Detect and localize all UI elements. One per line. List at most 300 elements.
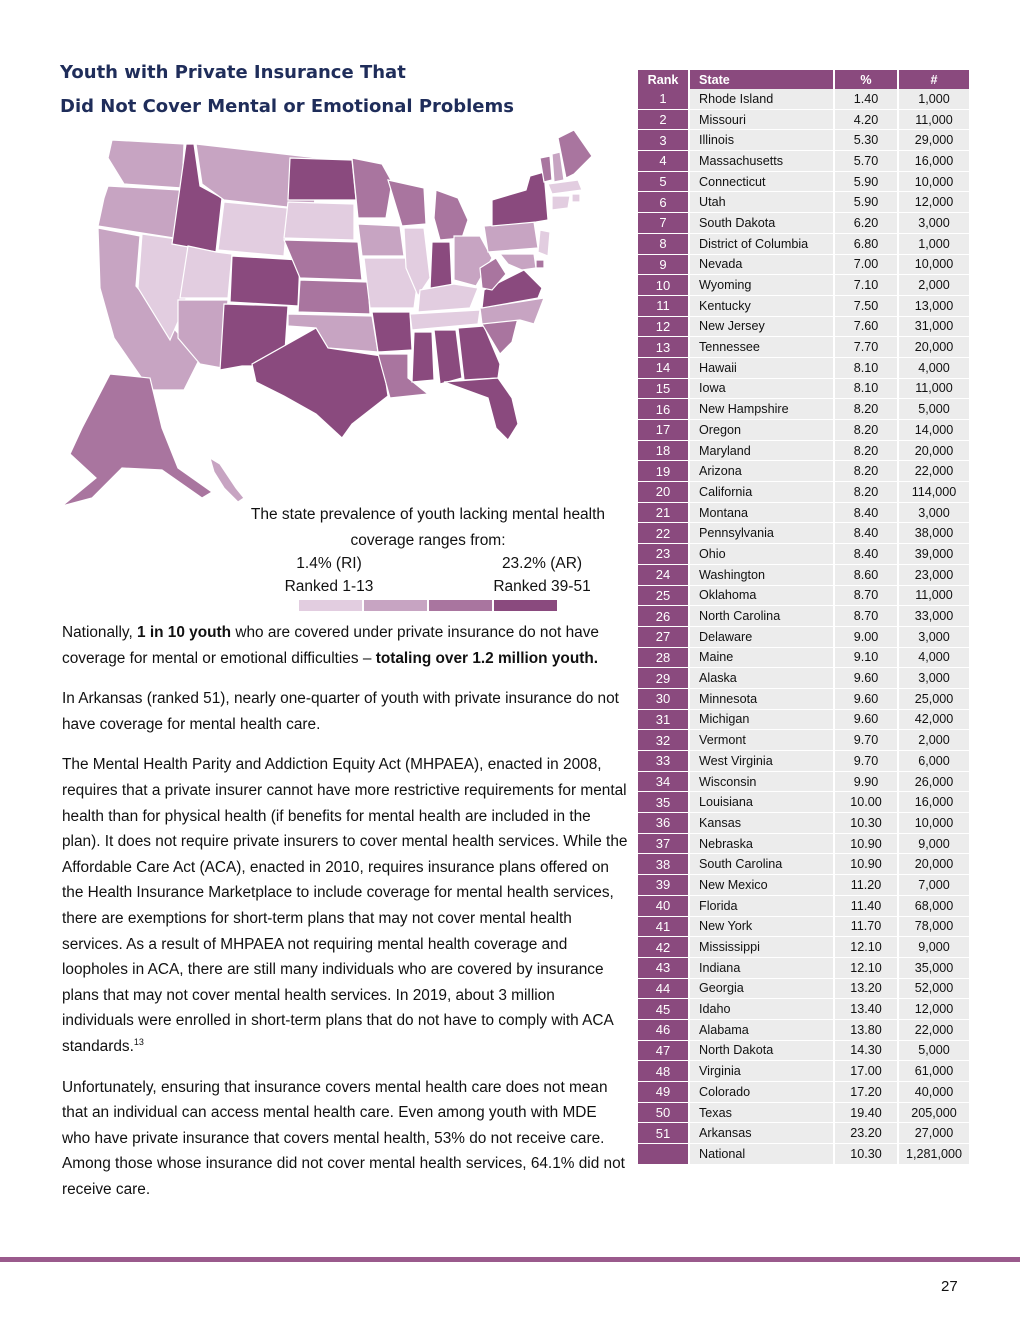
count-cell: 42,000 <box>899 710 971 731</box>
percent-cell: 1.40 <box>835 89 899 110</box>
rank-cell <box>638 1144 690 1165</box>
count-cell: 9,000 <box>899 937 971 958</box>
rank-cell: 22 <box>638 523 690 544</box>
table-row <box>638 1041 971 1062</box>
rank-cell: 20 <box>638 482 690 503</box>
page-title-line-2: Did Not Cover Mental or Emotional Problems <box>60 96 514 117</box>
count-cell: 13,000 <box>899 296 971 317</box>
state-cell: Alaska <box>690 668 835 689</box>
state-cell: Oregon <box>690 420 835 441</box>
state-ny <box>492 172 548 226</box>
count-cell: 4,000 <box>899 648 971 669</box>
count-cell: 3,000 <box>899 668 971 689</box>
range-high-value: 23.2% (AR) <box>501 555 583 572</box>
rank-cell: 6 <box>638 192 690 213</box>
state-ks <box>298 280 370 314</box>
state-ut <box>180 246 232 298</box>
percent-cell: 8.40 <box>835 523 899 544</box>
table-row <box>638 89 971 110</box>
table-row <box>638 627 971 648</box>
table-row <box>638 730 971 751</box>
state-cell: Nevada <box>690 255 835 276</box>
count-cell: 1,000 <box>899 234 971 255</box>
rank-cell: 38 <box>638 854 690 875</box>
percent-cell: 9.00 <box>835 627 899 648</box>
percent-cell: 8.60 <box>835 565 899 586</box>
percent-cell: 5.90 <box>835 192 899 213</box>
rank-cell: 2 <box>638 110 690 131</box>
table-row <box>638 896 971 917</box>
paragraph-arkansas: In Arkansas (ranked 51), nearly one-quarter of youth with private insurance do not have coverage for mental health care. <box>62 690 619 733</box>
state-sd <box>284 202 354 240</box>
rank-cell: 16 <box>638 399 690 420</box>
rank-cell: 10 <box>638 275 690 296</box>
paragraph-access: Unfortunately, ensuring that insurance covers mental health care does not mean that an individual can access mental health care. Even among youth with MDE who have private insurance that covers mental health, 53% do not receive care. Among those whose insurance did not cover mental health services, 64.1% did not receive care. <box>62 1078 625 1198</box>
percent-cell: 17.20 <box>835 1082 899 1103</box>
state-cell: Illinois <box>690 130 835 151</box>
percent-cell: 13.80 <box>835 1020 899 1041</box>
count-cell: 3,000 <box>899 627 971 648</box>
p1-bold-2: totaling over 1.2 million youth. <box>375 649 599 667</box>
table-row <box>638 979 971 1000</box>
table-row <box>638 544 971 565</box>
state-cell: Minnesota <box>690 689 835 710</box>
state-cell: Idaho <box>690 999 835 1020</box>
rank-cell: 51 <box>638 1123 690 1144</box>
state-in <box>430 242 452 290</box>
percent-cell: 13.40 <box>835 999 899 1020</box>
rank-cell: 47 <box>638 1041 690 1062</box>
state-cell: Hawaii <box>690 358 835 379</box>
page-title-line-1: Youth with Private Insurance That <box>60 62 406 83</box>
state-cell: Florida <box>690 896 835 917</box>
rank-cell: 3 <box>638 130 690 151</box>
paragraph-mhpaea <box>62 752 628 1059</box>
table-row <box>638 1061 971 1082</box>
count-cell: 39,000 <box>899 544 971 565</box>
state-cell: Massachusetts <box>690 151 835 172</box>
state-nj <box>538 230 550 256</box>
state-mn <box>352 158 392 218</box>
table-row <box>638 606 971 627</box>
rank-cell: 40 <box>638 896 690 917</box>
rank-cell: 8 <box>638 234 690 255</box>
state-cell: Arkansas <box>690 1123 835 1144</box>
table-row <box>638 772 971 793</box>
rank-cell: 42 <box>638 937 690 958</box>
percent-cell: 5.90 <box>835 172 899 193</box>
rank-cell: 33 <box>638 751 690 772</box>
percent-cell: 9.70 <box>835 751 899 772</box>
rank-cell: 45 <box>638 999 690 1020</box>
table-row-national <box>638 1144 971 1165</box>
percent-cell: 8.40 <box>835 503 899 524</box>
state-cell: New Mexico <box>690 875 835 896</box>
range-low-value: 1.4% (RI) <box>296 555 362 572</box>
percent-cell: 12.10 <box>835 937 899 958</box>
state-cell: Indiana <box>690 958 835 979</box>
table-row <box>638 854 971 875</box>
table-row <box>638 937 971 958</box>
percent-cell: 14.30 <box>835 1041 899 1062</box>
rank-cell: 41 <box>638 917 690 938</box>
table-row <box>638 151 971 172</box>
range-high <box>486 552 598 598</box>
state-cell: Alabama <box>690 1020 835 1041</box>
percent-cell: 9.60 <box>835 710 899 731</box>
rank-cell: 19 <box>638 461 690 482</box>
state-cell: Pennsylvania <box>690 523 835 544</box>
rank-cell: 34 <box>638 772 690 793</box>
state-ct <box>552 196 570 210</box>
state-de <box>536 260 544 268</box>
count-cell: 22,000 <box>899 1020 971 1041</box>
count-cell: 16,000 <box>899 151 971 172</box>
state-cell: Connecticut <box>690 172 835 193</box>
percent-cell: 6.80 <box>835 234 899 255</box>
state-cell: New Hampshire <box>690 399 835 420</box>
count-cell: 20,000 <box>899 854 971 875</box>
range-low <box>262 552 396 598</box>
percent-cell: 23.20 <box>835 1123 899 1144</box>
state-cell: South Dakota <box>690 213 835 234</box>
state-cell: Wisconsin <box>690 772 835 793</box>
percent-cell: 9.60 <box>835 668 899 689</box>
count-cell: 33,000 <box>899 606 971 627</box>
table-row <box>638 399 971 420</box>
state-cell: Colorado <box>690 1082 835 1103</box>
state-al <box>434 330 462 384</box>
state-ar <box>372 312 412 352</box>
state-fl <box>444 378 518 440</box>
state-cell: California <box>690 482 835 503</box>
percent-cell: 12.10 <box>835 958 899 979</box>
state-cell: North Dakota <box>690 1041 835 1062</box>
rank-cell: 18 <box>638 441 690 462</box>
header-state: State <box>690 70 835 89</box>
state-hi <box>210 458 244 502</box>
percent-cell: 9.10 <box>835 648 899 669</box>
count-cell: 22,000 <box>899 461 971 482</box>
state-wi <box>388 180 426 226</box>
state-cell: Wyoming <box>690 275 835 296</box>
count-cell: 3,000 <box>899 503 971 524</box>
body-text <box>62 620 628 1217</box>
p1-text-2: who are covered under private insurance do not have coverage for mental or emotional difficulties – <box>62 624 599 667</box>
count-cell: 10,000 <box>899 813 971 834</box>
table-row <box>638 317 971 338</box>
map-legend <box>299 600 557 611</box>
state-md <box>500 254 536 270</box>
count-cell: 10,000 <box>899 255 971 276</box>
state-cell: Georgia <box>690 979 835 1000</box>
rank-cell: 48 <box>638 1061 690 1082</box>
state-cell: Utah <box>690 192 835 213</box>
percent-cell: 7.50 <box>835 296 899 317</box>
percent-cell: 7.00 <box>835 255 899 276</box>
percent-cell: 5.70 <box>835 151 899 172</box>
p1-bold-1: 1 in 10 youth <box>137 624 232 641</box>
rank-cell: 7 <box>638 213 690 234</box>
count-cell: 2,000 <box>899 730 971 751</box>
percent-cell: 11.70 <box>835 917 899 938</box>
table-row <box>638 110 971 131</box>
count-cell: 29,000 <box>899 130 971 151</box>
count-cell: 16,000 <box>899 792 971 813</box>
ranking-table <box>638 70 971 1165</box>
state-cell: Oklahoma <box>690 586 835 607</box>
table-row <box>638 275 971 296</box>
table-row <box>638 813 971 834</box>
table-row <box>638 296 971 317</box>
state-cell: North Carolina <box>690 606 835 627</box>
table-row <box>638 213 971 234</box>
rank-cell: 15 <box>638 379 690 400</box>
table-row <box>638 503 971 524</box>
count-cell: 26,000 <box>899 772 971 793</box>
state-cell: District of Columbia <box>690 234 835 255</box>
count-cell: 68,000 <box>899 896 971 917</box>
count-cell: 205,000 <box>899 1103 971 1124</box>
table-row <box>638 565 971 586</box>
rank-cell: 1 <box>638 89 690 110</box>
state-ky <box>418 284 478 312</box>
rank-cell: 49 <box>638 1082 690 1103</box>
percent-cell: 10.30 <box>835 1144 899 1165</box>
state-cell: Delaware <box>690 627 835 648</box>
count-cell: 11,000 <box>899 379 971 400</box>
state-ri <box>572 194 580 202</box>
table-row <box>638 668 971 689</box>
footnote-ref: 13 <box>133 1036 144 1047</box>
rank-cell: 13 <box>638 337 690 358</box>
p1-text: Nationally, <box>62 624 137 641</box>
percent-cell: 6.20 <box>835 213 899 234</box>
percent-cell: 8.10 <box>835 358 899 379</box>
table-row <box>638 358 971 379</box>
table-row <box>638 710 971 731</box>
range-low-rank: Ranked 1-13 <box>284 578 374 595</box>
rank-cell: 11 <box>638 296 690 317</box>
table-row <box>638 255 971 276</box>
table-row <box>638 1103 971 1124</box>
percent-cell: 8.20 <box>835 482 899 503</box>
count-cell: 11,000 <box>899 586 971 607</box>
percent-cell: 11.40 <box>835 896 899 917</box>
legend-swatch-4 <box>494 600 557 611</box>
paragraph-national <box>62 620 628 671</box>
table-row <box>638 461 971 482</box>
percent-cell: 17.00 <box>835 1061 899 1082</box>
percent-cell: 10.00 <box>835 792 899 813</box>
state-cell: New Jersey <box>690 317 835 338</box>
percent-cell: 10.90 <box>835 854 899 875</box>
percent-cell: 9.90 <box>835 772 899 793</box>
percent-cell: 8.20 <box>835 420 899 441</box>
state-cell: Nebraska <box>690 834 835 855</box>
rank-cell: 23 <box>638 544 690 565</box>
state-cell: Ohio <box>690 544 835 565</box>
state-cell: Kentucky <box>690 296 835 317</box>
table-row <box>638 834 971 855</box>
rank-cell: 46 <box>638 1020 690 1041</box>
percent-cell: 10.90 <box>835 834 899 855</box>
table-row <box>638 172 971 193</box>
count-cell: 5,000 <box>899 1041 971 1062</box>
percent-cell: 5.30 <box>835 130 899 151</box>
state-cell: New York <box>690 917 835 938</box>
rank-cell: 27 <box>638 627 690 648</box>
percent-cell: 19.40 <box>835 1103 899 1124</box>
count-cell: 11,000 <box>899 110 971 131</box>
state-wy <box>218 202 288 256</box>
state-cell: Arizona <box>690 461 835 482</box>
count-cell: 27,000 <box>899 1123 971 1144</box>
count-cell: 14,000 <box>899 420 971 441</box>
count-cell: 52,000 <box>899 979 971 1000</box>
state-cell: Maryland <box>690 441 835 462</box>
count-cell: 40,000 <box>899 1082 971 1103</box>
state-cell: Vermont <box>690 730 835 751</box>
table-row <box>638 917 971 938</box>
percent-cell: 8.70 <box>835 586 899 607</box>
table-row <box>638 1020 971 1041</box>
percent-cell: 13.20 <box>835 979 899 1000</box>
state-cell: Virginia <box>690 1061 835 1082</box>
percent-cell: 7.70 <box>835 337 899 358</box>
rank-cell: 31 <box>638 710 690 731</box>
percent-cell: 8.20 <box>835 441 899 462</box>
percent-cell: 7.10 <box>835 275 899 296</box>
count-cell: 3,000 <box>899 213 971 234</box>
header-count: # <box>899 70 971 89</box>
count-cell: 4,000 <box>899 358 971 379</box>
rank-cell: 9 <box>638 255 690 276</box>
count-cell: 1,000 <box>899 89 971 110</box>
table-row <box>638 689 971 710</box>
state-cell: Kansas <box>690 813 835 834</box>
state-cell: Tennessee <box>690 337 835 358</box>
state-ms <box>412 332 434 382</box>
state-cell: Michigan <box>690 710 835 731</box>
legend-swatch-1 <box>299 600 362 611</box>
count-cell: 23,000 <box>899 565 971 586</box>
table-row <box>638 523 971 544</box>
table-row <box>638 192 971 213</box>
count-cell: 20,000 <box>899 441 971 462</box>
count-cell: 38,000 <box>899 523 971 544</box>
state-cell: Washington <box>690 565 835 586</box>
header-percent: % <box>835 70 899 89</box>
state-cell: Montana <box>690 503 835 524</box>
state-co <box>230 256 300 306</box>
count-cell: 31,000 <box>899 317 971 338</box>
state-cell: Texas <box>690 1103 835 1124</box>
count-cell: 35,000 <box>899 958 971 979</box>
table-row <box>638 648 971 669</box>
legend-swatch-2 <box>364 600 427 611</box>
table-row <box>638 379 971 400</box>
count-cell: 25,000 <box>899 689 971 710</box>
count-cell: 10,000 <box>899 172 971 193</box>
count-cell: 7,000 <box>899 875 971 896</box>
state-cell: South Carolina <box>690 854 835 875</box>
table-row <box>638 1123 971 1144</box>
table-row <box>638 337 971 358</box>
state-cell: Louisiana <box>690 792 835 813</box>
p3-text: The Mental Health Parity and Addiction Equity Act (MHPAEA), enacted in 2008, requires that a private insurer cannot have more restrictive requirements for mental health than for physical health (if benefits for mental health are included in the plan). It does not require private insurers to cover mental health services. While the Affordable Care Act (ACA), enacted in 2010, requires insurance plans offered on the Health Insurance Marketplace to include coverage for mental health services, there are exemptions for short-term plans that may not cover mental health services. As a result of MHPAEA not requiring mental health coverage and loopholes in ACA, there are still many individuals who are covered by insurance plans that may not cover mental health services. In 2019, about 3 million individuals were enrolled in short-term plans that do not have to comply with ACA standards. <box>62 756 628 1055</box>
state-cell: Iowa <box>690 379 835 400</box>
percent-cell: 8.20 <box>835 399 899 420</box>
percent-cell: 9.60 <box>835 689 899 710</box>
table-row <box>638 792 971 813</box>
rank-cell: 12 <box>638 317 690 338</box>
count-cell: 20,000 <box>899 337 971 358</box>
count-cell: 2,000 <box>899 275 971 296</box>
count-cell: 12,000 <box>899 999 971 1020</box>
percent-cell: 7.60 <box>835 317 899 338</box>
rank-cell: 44 <box>638 979 690 1000</box>
us-choropleth-map <box>52 128 600 508</box>
table-row <box>638 586 971 607</box>
count-cell: 61,000 <box>899 1061 971 1082</box>
rank-cell: 4 <box>638 151 690 172</box>
rank-cell: 32 <box>638 730 690 751</box>
percent-cell: 9.70 <box>835 730 899 751</box>
rank-cell: 14 <box>638 358 690 379</box>
rank-cell: 25 <box>638 586 690 607</box>
percent-cell: 8.70 <box>835 606 899 627</box>
count-cell: 6,000 <box>899 751 971 772</box>
header-rank: Rank <box>638 70 690 89</box>
state-cell: Mississippi <box>690 937 835 958</box>
table-row <box>638 875 971 896</box>
rank-cell: 37 <box>638 834 690 855</box>
map-caption: The state prevalence of youth lacking mental health coverage ranges from: <box>250 506 606 549</box>
state-ak <box>62 374 212 506</box>
table-row <box>638 130 971 151</box>
count-cell: 114,000 <box>899 482 971 503</box>
rank-cell: 29 <box>638 668 690 689</box>
rank-cell: 24 <box>638 565 690 586</box>
table-row <box>638 1082 971 1103</box>
percent-cell: 11.20 <box>835 875 899 896</box>
state-cell: Missouri <box>690 110 835 131</box>
rank-cell: 43 <box>638 958 690 979</box>
table-header-row <box>638 70 971 89</box>
percent-cell: 10.30 <box>835 813 899 834</box>
rank-cell: 39 <box>638 875 690 896</box>
rank-cell: 30 <box>638 689 690 710</box>
rank-cell: 17 <box>638 420 690 441</box>
rank-cell: 26 <box>638 606 690 627</box>
rank-cell: 50 <box>638 1103 690 1124</box>
table-row <box>638 420 971 441</box>
percent-cell: 4.20 <box>835 110 899 131</box>
percent-cell: 8.20 <box>835 461 899 482</box>
state-ma <box>548 180 582 194</box>
count-cell: 12,000 <box>899 192 971 213</box>
count-cell: 78,000 <box>899 917 971 938</box>
table-row <box>638 751 971 772</box>
rank-cell: 28 <box>638 648 690 669</box>
state-cell: Maine <box>690 648 835 669</box>
table-row <box>638 441 971 462</box>
state-nd <box>288 158 356 200</box>
percent-cell: 8.10 <box>835 379 899 400</box>
rank-cell: 5 <box>638 172 690 193</box>
rank-cell: 36 <box>638 813 690 834</box>
